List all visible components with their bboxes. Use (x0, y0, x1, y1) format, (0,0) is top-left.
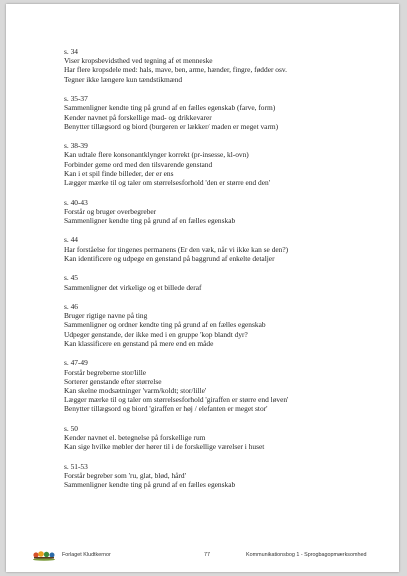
text-line: Benytter tillægsord og biord (burgeren er lækker/ maden er meget varm) (64, 121, 279, 131)
text-line: Forbinder geme ord med den tilsvarende genstand (64, 159, 213, 169)
text-line: Sammenligner og ordner kendte ting på grund af en fælles egenskab (64, 320, 266, 330)
page-reference: s. 35-37 (64, 94, 88, 104)
publisher-logo-icon (32, 549, 56, 561)
page-reference: s. 47-49 (64, 358, 88, 368)
text-line: Sammenligner det virkelige og et billede deraf (64, 282, 202, 292)
page-reference: s. 46 (64, 302, 78, 312)
section-s51-53 (64, 462, 394, 490)
section-s35-37 (64, 94, 394, 131)
text-line: Benytter tillægsord og biord 'giraffen er høj / elefanten er meget stor' (64, 404, 268, 414)
section-s38-39 (64, 141, 394, 187)
page-reference: s. 45 (64, 273, 78, 283)
text-line: Tegner ikke længere kun tændstikmænd (64, 74, 183, 84)
text-line: Sammenligner kendte ting på grund af en fælles egenskab (farve, form) (64, 103, 276, 113)
text-line: Forstår begreberne stor/lille (64, 367, 147, 377)
section-s50 (64, 424, 394, 452)
text-line: Lægger mærke til og taler om størrelsesforhold 'giraffen er større end løven' (64, 395, 289, 405)
text-line: Har forståelse for tingenes permanens (Er den væk, når vi ikke kan se den?) (64, 244, 289, 254)
section-s34 (64, 47, 394, 84)
text-line: Kan sige hvilke møbler der hører til i de forskellige værelser i huset (64, 442, 265, 452)
publisher-name: Forlaget Kludtkernor (62, 552, 111, 558)
text-line: Kender navnet på forskellige mad- og drikkevarer (64, 112, 212, 122)
text-line: Sammenligner kendte ting på grund af en fælles egenskab (64, 480, 236, 490)
text-line: Kan identificere og udpege en genstand på baggrund af enkelte detaljer (64, 253, 275, 263)
text-line: Bruger rigtige navne på ting (64, 311, 148, 321)
section-s45 (64, 273, 394, 291)
text-line: Lægger mærke til og taler om størrelsesforhold 'den er større end den' (64, 178, 271, 188)
text-line: Forstår og bruger overbegreber (64, 206, 157, 216)
text-line: Kan klassificere en genstand på mere end en måde (64, 338, 214, 348)
page-reference: s. 51-53 (64, 461, 88, 471)
document-body (64, 47, 394, 500)
page-reference: s. 34 (64, 47, 78, 56)
page-footer (32, 549, 386, 563)
book-title: Kommunikationsbog 1 - Sprogbagopmærksomhed (246, 552, 367, 558)
section-s47-49 (64, 358, 394, 413)
page-reference: s. 38-39 (64, 141, 88, 151)
text-line: Forstår begreber som 'ru, glat, blød, hård' (64, 470, 186, 480)
text-line: Har flere kropsdele med: hals, mave, ben, arme, hænder, fingre, fødder osv. (64, 65, 287, 75)
section-s44 (64, 235, 394, 263)
text-line: Kender navnet el. betegnelse på forskellige rum (64, 433, 206, 443)
text-line: Viser kropsbevidsthed ved tegning af et menneske (64, 56, 213, 66)
text-line: Kan udtale flere konsonantklynger korrekt (pr-insesse, kl-ovn) (64, 150, 249, 160)
text-line: Sammenligner kendte ting på grund af en fælles egenskab (64, 215, 236, 225)
section-s46 (64, 302, 394, 348)
page-reference: s. 40-43 (64, 197, 88, 207)
text-line: Kan skelne modsætninger 'varm/koldt; stor/lille' (64, 385, 207, 395)
page-reference: s. 44 (64, 235, 78, 245)
section-s40-43 (64, 198, 394, 226)
text-line: Kan i et spil finde billeder, der er ens (64, 168, 174, 178)
page-reference: s. 50 (64, 423, 78, 433)
document-page (6, 4, 399, 572)
page-number: 77 (204, 552, 210, 558)
text-line: Udpeger genstande, der ikke med i en gruppe 'kop blandt dyr? (64, 329, 248, 339)
text-line: Sorterer genstande efter størrelse (64, 376, 162, 386)
